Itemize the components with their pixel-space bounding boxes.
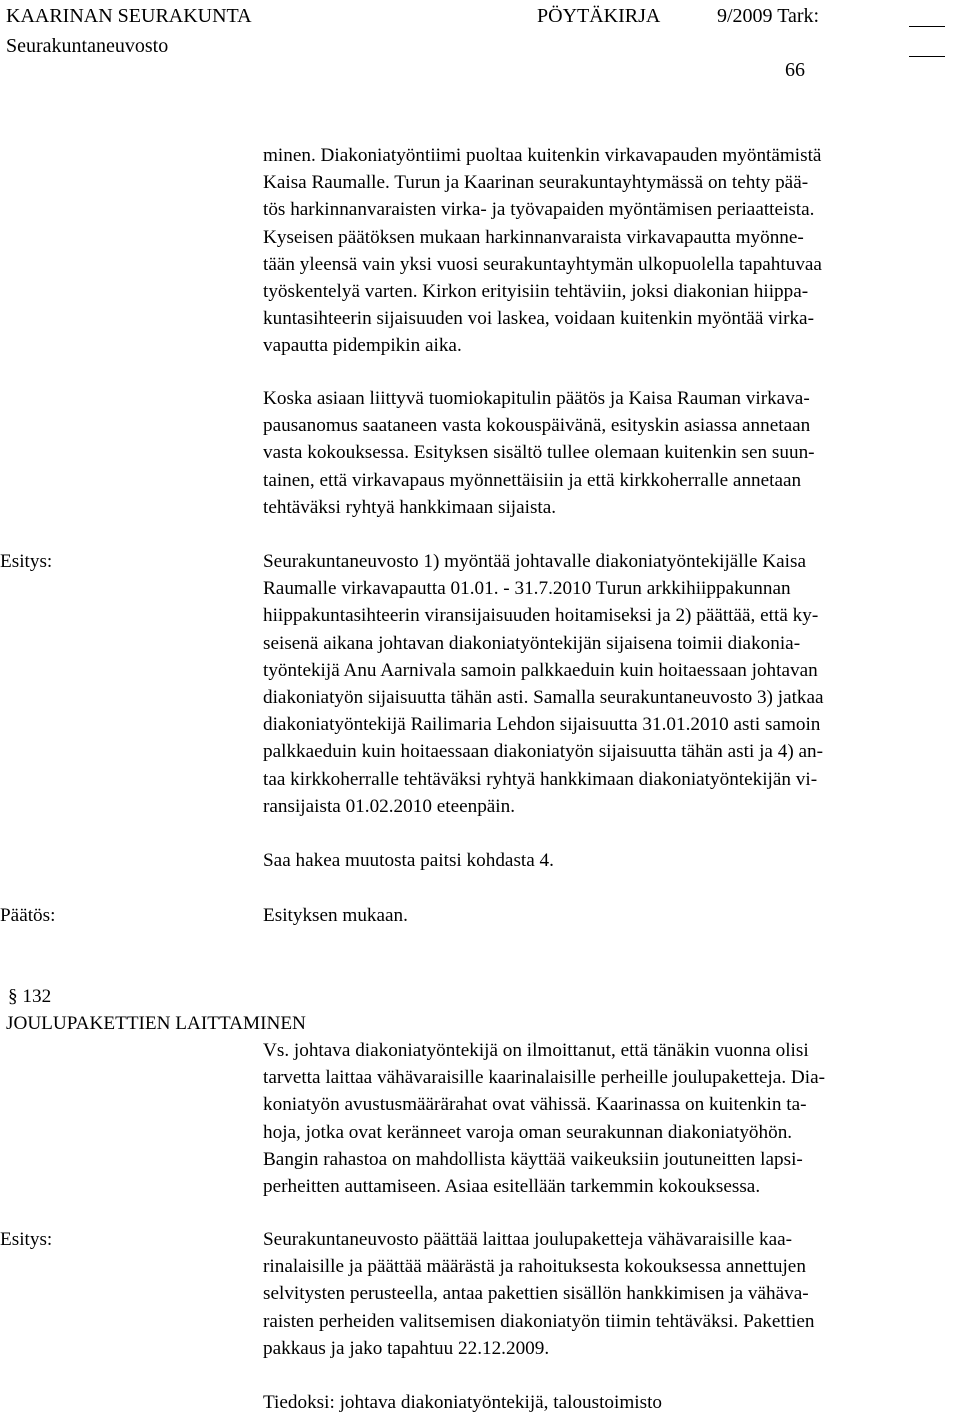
section2-proposal [263,1226,815,1362]
text-line: ransijaista 01.02.2010 eteenpäin. [263,795,516,817]
text-line: Kyseisen päätöksen mukaan harkinnanvaraista virkavapautta myönne- [263,226,804,248]
text-line: seisenä aikana johtavan diakoniatyöntekijän sijaisena toimii diakonia- [263,632,801,654]
section2-number: § 132 [8,986,52,1007]
text-line: palkkaeduin kuin hoitaessaan diakoniatyön sijaisuutta tähän asti ja 4) an- [263,741,824,763]
section2-paragraph-1 [263,1037,825,1200]
section2-title: JOULUPAKETTIEN LAITTAMINEN [6,1013,306,1034]
text-line: tehtäväksi ryhtyä hankkimaan sijaista. [263,496,557,518]
text-line: Seurakuntaneuvosto päättää laittaa joulupaketteja vähävaraisille kaa- [263,1229,793,1250]
text-line: tainen, että virkavapaus myönnettäisiin ja että kirkkoherralle annetaan [263,469,802,491]
text-line: pakkaus ja jako tapahtuu 22.12.2009. [263,1337,550,1359]
text-line: hiippakuntasihteerin viransijaisuuden hoitamiseksi ja 2) päättää, että ky- [263,605,819,627]
header-org: KAARINAN SEURAKUNTA [6,5,252,27]
section1-proposal-label: Esitys: [0,551,53,572]
text-line: tös harkinnanvaraisten virka- ja työvapaiden myöntämisen periaatteista. [263,199,815,221]
text-line: selvitysten perusteella, antaa pakettien sisällön hankkimisen ja vähäva- [263,1283,809,1305]
text-line: Koska asiaan liittyvä tuomiokapitulin päätös ja Kaisa Rauman virkava- [263,388,810,409]
header-doc-type: PÖYTÄKIRJA [537,5,661,27]
section2-distribution: Tiedoksi: johtava diakoniatyöntekijä, taloustoimisto [263,1392,663,1413]
text-line: raisten perheiden valitsemisen diakoniatyön tiimin tehtäväksi. Pakettien [263,1310,815,1332]
text-line: Bangin rahastoa on mahdollista käyttää vaikeuksiin joutuneitten lapsi- [263,1148,803,1170]
header-signature-blank-1 [909,8,945,32]
section1-paragraph-2 [263,385,815,521]
text-line: diakoniatyöntekijä Railimaria Lehdon sijaisuutta 31.01.2010 asti samoin [263,714,821,736]
text-line: minen. Diakoniatyöntiimi puoltaa kuitenkin virkavapauden myöntämistä [263,145,822,166]
text-line: perheitten auttamiseen. Asiaa esitellään tarkemmin kokouksessa. [263,1176,761,1198]
text-line: työskentelyä varten. Kirkon erityisiin tehtäviin, joksi diakonian hiippa- [263,281,809,303]
section1-appeal-note: Saa hakea muutosta paitsi kohdasta 4. [263,850,554,871]
text-line: kuntasihteerin sijaisuuden voi laskea, voidaan kuitenkin myöntää virka- [263,308,814,330]
header-page-number: 66 [785,59,805,81]
text-line: Kaisa Raumalle. Turun ja Kaarinan seurakuntayhtymässä on tehty pää- [263,172,809,194]
text-line: pausanomus saataneen vasta kokouspäivänä, esityskin asiassa annetaan [263,415,811,437]
text-line: Raumalle virkavapautta 01.01. - 31.7.2010 Turun arkkihiippakunnan [263,578,791,600]
header-issue: 9/2009 Tark: [717,5,820,27]
header-body: Seurakuntaneuvosto [6,35,169,57]
text-line: hoja, jotka ovat keränneet varoja oman seurakunnan diakoniatyöhön. [263,1121,793,1143]
text-line: koniatyön avustusmäärärahat ovat vähissä. Kaarinassa on kuitenkin ta- [263,1094,807,1116]
section1-decision: Esityksen mukaan. [263,905,408,926]
header-signature-blank-2 [909,38,945,62]
section1-proposal [263,548,824,820]
section1-decision-label: Päätös: [0,905,56,926]
section2-proposal-label: Esitys: [0,1229,53,1250]
text-line: vasta kokouksessa. Esityksen sisältö tullee olemaan kuitenkin sen suun- [263,442,815,464]
section1-paragraph-1 [263,142,822,360]
text-line: Vs. johtava diakoniatyöntekijä on ilmoittanut, että tänäkin vuonna olisi [263,1040,809,1061]
text-line: diakoniatyön sijaisuutta tähän asti. Samalla seurakuntaneuvosto 3) jatkaa [263,687,824,709]
text-line: rinalaisille ja päättää määrästä ja rahoituksesta kokouksessa annettujen [263,1256,806,1278]
text-line: taa kirkkoherralle tehtäväksi ryhtyä hankkimaan diakoniatyöntekijän vi- [263,768,818,790]
text-line: tarvetta laittaa vähävaraisille kaarinalaisille perheille joulupaketteja. Dia- [263,1067,826,1089]
text-line: tään yleensä vain yksi vuosi seurakuntayhtymän ulkopuolella tapahtuvaa [263,253,822,275]
text-line: Seurakuntaneuvosto 1) myöntää johtavalle diakoniatyöntekijälle Kaisa [263,551,806,572]
text-line: työntekijä Anu Aarnivala samoin palkkaeduin kuin hoitaessaan johtavan [263,659,818,681]
text-line: vapautta pidempikin aika. [263,335,462,357]
